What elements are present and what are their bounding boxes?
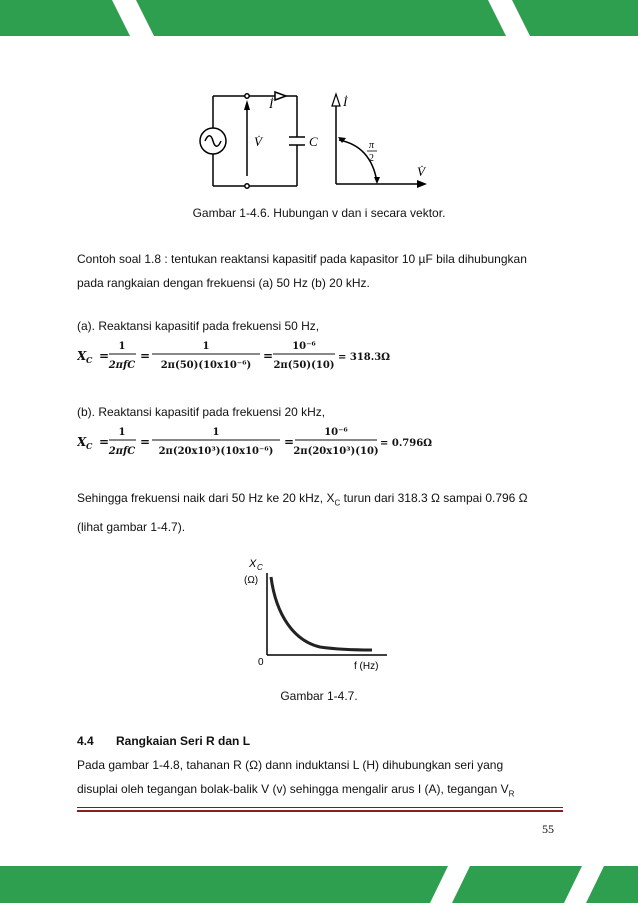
page-number: 55 bbox=[542, 822, 554, 836]
part-b-equation bbox=[77, 424, 447, 460]
footer-rule-thick bbox=[77, 810, 563, 812]
part-b-frac2-den: 2π(20x10³)(10x10⁻⁶) bbox=[158, 446, 274, 457]
conclusion-text-sub: C bbox=[334, 498, 341, 508]
y-label-sub: C bbox=[257, 563, 263, 572]
part-a-frac2-den: 2π(50)(10x10⁻⁶) bbox=[160, 360, 252, 371]
section-line-1: Pada gambar 1-4.8, tahanan R (Ω) dann induktansi L (H) dihubungkan seri yang bbox=[77, 758, 504, 772]
footer-rule-thin bbox=[77, 807, 563, 808]
svg-text:=: = bbox=[263, 349, 274, 363]
circuit-c-label: C bbox=[309, 134, 318, 149]
conclusion-text-post: turun dari 318.3 Ω sampai 0.796 Ω bbox=[340, 491, 528, 505]
vector-i-label: İ bbox=[343, 94, 348, 109]
part-b-xc-sub: C bbox=[86, 441, 93, 451]
example-line-2: pada rangkaian dengan frekuensi (a) 50 Hz (b) 20 kHz. bbox=[77, 276, 370, 290]
part-b-label: (b). Reaktansi kapasitif pada frekuensi 20 kHz, bbox=[77, 405, 326, 419]
part-b-frac3-den: 2π(20x10³)(10) bbox=[293, 446, 379, 457]
section-line-2 bbox=[77, 777, 561, 806]
part-a-xc-sub: C bbox=[86, 355, 93, 365]
part-a-frac1-num: 1 bbox=[118, 341, 126, 352]
part-b-frac1-num: 1 bbox=[118, 427, 126, 438]
part-a-frac2-num: 1 bbox=[202, 341, 210, 352]
section-line-2-text: disuplai oleh tegangan bolak-balik V (v) sehingga mengalir arus I (A), tegangan V bbox=[77, 782, 509, 796]
svg-text:=: = bbox=[140, 435, 151, 449]
part-b-frac3-num: 10⁻⁶ bbox=[324, 427, 348, 438]
footer-band bbox=[0, 866, 638, 903]
figure-circuit-vector bbox=[195, 88, 435, 196]
conclusion-paragraph bbox=[77, 486, 561, 539]
header-band bbox=[0, 0, 638, 36]
y-label-x: X bbox=[249, 558, 257, 570]
section-body bbox=[77, 753, 561, 806]
part-a-frac3-num: 10⁻⁶ bbox=[292, 341, 316, 352]
part-b-frac1-den: 2πfC bbox=[108, 446, 136, 457]
part-a-xc: X bbox=[77, 349, 87, 363]
figure-1-caption: Gambar 1-4.6. Hubungan v dan i secara vektor. bbox=[192, 206, 446, 220]
x-label: f (Hz) bbox=[354, 661, 379, 672]
svg-text:=: = bbox=[99, 435, 110, 449]
vector-v-label: V̇ bbox=[417, 164, 425, 179]
part-a-frac3-den: 2π(50)(10) bbox=[273, 360, 335, 371]
section-number: 4.4 bbox=[77, 734, 94, 748]
y-label-unit: (Ω) bbox=[244, 575, 259, 586]
footer-stripes bbox=[0, 866, 638, 903]
part-a-label: (a). Reaktansi kapasitif pada frekuensi 50 Hz, bbox=[77, 319, 320, 333]
origin-label: 0 bbox=[258, 657, 264, 668]
figure-xc-curve bbox=[232, 553, 402, 673]
section-title: Rangkaian Seri R dan L bbox=[116, 734, 251, 748]
header-stripes bbox=[0, 0, 638, 36]
svg-text:=: = bbox=[140, 349, 151, 363]
angle-denominator: 2 bbox=[369, 153, 374, 164]
part-a-result: = 318.3Ω bbox=[338, 352, 391, 363]
section-line-2-sub: R bbox=[508, 789, 515, 799]
figure-2-caption: Gambar 1-4.7. bbox=[280, 689, 358, 703]
part-a-frac1-den: 2πfC bbox=[108, 360, 136, 371]
angle-numerator: π bbox=[369, 140, 375, 151]
part-b-result: = 0.796Ω bbox=[380, 438, 433, 449]
part-b-frac2-num: 1 bbox=[212, 427, 220, 438]
part-a-equation bbox=[77, 338, 407, 374]
part-b-xc: X bbox=[77, 435, 87, 449]
conclusion-line-2: (lihat gambar 1-4.7). bbox=[77, 520, 186, 535]
conclusion-text-pre: Sehingga frekuensi naik dari 50 Hz ke 20 kHz, X bbox=[77, 491, 335, 505]
xc-curve bbox=[271, 577, 372, 650]
conclusion-line-1 bbox=[77, 486, 561, 515]
circuit-i-label: İ bbox=[269, 96, 274, 111]
svg-text:=: = bbox=[284, 435, 295, 449]
example-line-1: Contoh soal 1.8 : tentukan reaktansi kapasitif pada kapasitor 10 µF bila dihubungkan bbox=[77, 252, 527, 266]
circuit-v-label: V̇ bbox=[254, 134, 262, 149]
svg-text:=: = bbox=[99, 349, 110, 363]
example-statement bbox=[77, 247, 561, 295]
